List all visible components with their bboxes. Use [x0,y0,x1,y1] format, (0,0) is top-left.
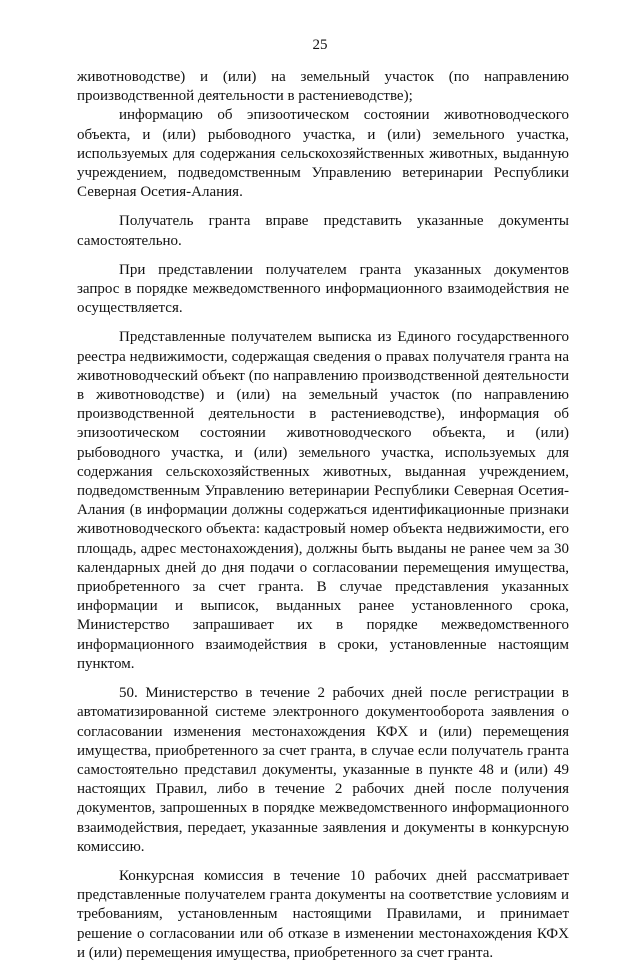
page-number: 25 [312,37,328,53]
paragraph-epizootic-info: информацию об эпизоотическом состоянии животноводческого объекта, и (или) рыбоводного участка, и (или) земельного участка, используемых для содержания сельскохозяйственных животных, выданную учреждением, подведомственным Управлению ветеринарии Республики Северная Осетия-Алания. [77,107,569,201]
paragraph-continuation: животноводстве) и (или) на земельный участок (по направлению производственной деятельности в растениеводстве); [77,69,569,105]
paragraph-commission-review: Конкурсная комиссия в течение 10 рабочих дней рассматривает представленные получателем гранта документы на соответствие условиям и требованиям, установленным настоящими Правилами, и принимает решение о согласовании или об отказе в изменении местонахождения КФХ и (или) перемещения имущества, приобретенного за счет гранта. [77,867,569,961]
paragraph-no-request: При представлении получателем гранта указанных документов запрос в порядке межведомственного информационного взаимодействия не осуществляется. [77,261,569,317]
document-body [77,68,569,963]
paragraph-extract-requirements: Представленные получателем выписка из Единого государственного реестра недвижимости, содержащая сведения о правах получателя гранта на животноводческий объект (по направлению производственной деятельности в животноводстве) и (или) на земельный участок (по направлению производственной деятельности в растениеводстве), информация об эпизоотическом состоянии животноводческого объекта, и (или) рыбоводного участка, и (или) земельного участка, используемых для содержания сельскохозяйственных животных, выданная учреждением, подведомственным Управлению ветеринарии Республики Северная Осетия-Алания (в информации должны содержаться идентификационные признаки животноводческого объекта: кадастровый номер объекта недвижимости, его площадь, адрес местонахождения), должны быть выданы не ранее чем за 30 календарных дней до дня подачи о согласовании перемещения имущества, приобретенного за счет гранта. В случае представления указанных информации и выписок, выданных ранее установленного срока, Министерство запрашивает их в порядке межведомственного информационного взаимодействия в сроки, установленные настоящим пунктом. [77,329,569,672]
paragraph-self-submission: Получатель гранта вправе представить указанные документы самостоятельно. [77,213,569,249]
paragraph-item-50: 50. Министерство в течение 2 рабочих дней после регистрации в автоматизированной системе электронного документооборота заявления о согласовании изменения местонахождения КФХ и (или) перемещения имущества, приобретенного за счет гранта, в случае если получатель гранта самостоятельно представил документы, указанные в пункте 48 и (или) 49 настоящих Правил, либо в течение 2 рабочих дней после получения документов, запрошенных в порядке межведомственного информационного взаимодействия, передает, указанные заявления и документы в конкурсную комиссию. [77,685,569,855]
